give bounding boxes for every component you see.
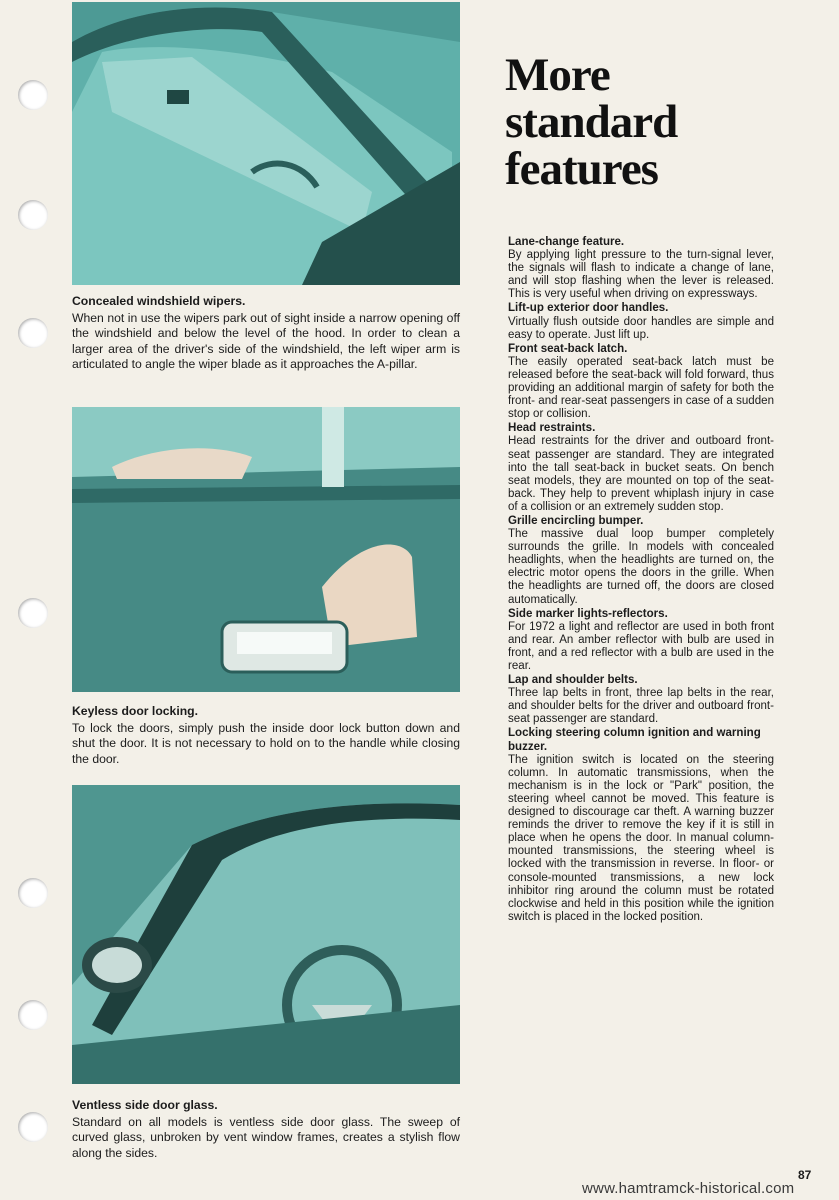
feature-body: Three lap belts in front, three lap belts in the rear, and shoulder belts for the driver and outboard front-seat passenger are standard.: [508, 687, 774, 726]
watermark: www.hamtramck-historical.com: [582, 1180, 795, 1197]
photo-windshield-wipers: [72, 2, 460, 285]
binder-hole: [18, 80, 48, 110]
caption-body: When not in use the wipers park out of sight inside a narrow opening off the windshield and below the level of the hood. In order to clean a larger area of the driver's side of the windshield, the left wiper arm is articulated to angle the wiper blade as it approaches the A-pillar.: [72, 310, 460, 372]
binder-hole: [18, 318, 48, 348]
caption-heading: Ventless side door glass.: [72, 1098, 218, 1112]
feature-item: [508, 302, 774, 341]
feature-heading: Lane-change feature.: [508, 236, 625, 248]
feature-heading: Side marker lights-reflectors.: [508, 607, 668, 620]
feature-item: [508, 674, 774, 726]
photo-ventless-glass: [72, 785, 460, 1084]
feature-item: [508, 422, 774, 514]
feature-body: Virtually flush outside door handles are simple and easy to operate. Just lift up.: [508, 315, 774, 341]
caption-ventless-glass: [72, 1098, 460, 1161]
feature-heading: Lap and shoulder belts.: [508, 674, 638, 687]
feature-heading: Locking steering column ignition and warning buzzer.: [508, 727, 761, 753]
feature-heading: Grille encircling bumper.: [508, 514, 644, 527]
feature-body: The ignition switch is located on the steering column. In automatic transmissions, when the mechanism is in the lock or "Park" position, the steering wheel cannot be moved. This feature is designed to discourage car theft. A warning buzzer reminds the driver to remove the key if it is still in place when he opens the door. In manual column-mounted transmissions, the steering wheel is locked with the transmission in reverse. In floor- or console-mounted transmissions, a new lock inhibitor ring around the column must be rotated clockwise and held in this position while the ignition switch is placed in the locked position.: [508, 753, 774, 923]
title-line: More: [505, 49, 610, 101]
feature-heading: Front seat-back latch.: [508, 342, 628, 355]
feature-item: [508, 343, 774, 422]
feature-item: [508, 515, 774, 607]
page-title: [505, 49, 805, 195]
feature-body: The massive dual loop bumper completely surrounds the grille. In models with concealed headlights, when the headlights are turned on, the electric motor opens the doors in the grille. When the headlights are turned off, the doors are closed automatically.: [508, 528, 774, 606]
caption-heading: Keyless door locking.: [72, 704, 198, 718]
title-line: standard: [505, 96, 678, 148]
photo-keyless-door: [72, 407, 460, 692]
feature-heading: Lift-up exterior door handles.: [508, 302, 669, 315]
caption-body: Standard on all models is ventless side door glass. The sweep of curved glass, unbroken by vent window frames, creates a stylish flow along the sides.: [72, 1114, 460, 1160]
caption-windshield-wipers: [72, 294, 460, 373]
binder-hole: [18, 1000, 48, 1030]
feature-body: By applying light pressure to the turn-signal lever, the signals will flash to indicate a change of lane, and will stop flashing when the lever is released. This is very useful when driving on expressways.: [508, 249, 774, 301]
caption-keyless-door: [72, 704, 460, 767]
page-number: 87: [798, 1168, 812, 1182]
binder-hole: [18, 1112, 48, 1142]
feature-body: For 1972 a light and reflector are used in both front and rear. An amber reflector with bulb are used in front, and a red reflector with a bulb are used in the rear.: [508, 620, 774, 672]
feature-item: [508, 236, 774, 301]
caption-body: To lock the doors, simply push the inside door lock button down and shut the door. It is not necessary to hold on to the handle while closing the door.: [72, 720, 460, 766]
feature-body: The easily operated seat-back latch must be released before the seat-back will fold forward, thus providing an additional margin of safety for both the front- and rear-seat passengers in case of a sudden stop or collision.: [508, 355, 774, 421]
feature-item: [508, 608, 774, 673]
feature-item: [508, 727, 774, 923]
feature-heading: Head restraints.: [508, 422, 596, 435]
binder-hole: [18, 200, 48, 230]
features-list: [508, 236, 774, 925]
feature-body: Head restraints for the driver and outboard front-seat passenger are standard. They are integrated into the tall seat-back in bucket seats. On bench seat models, they are mounted on top of the seat-back. They help to prevent whiplash injury in case of a collision or an extremely sudden stop.: [508, 435, 774, 513]
binder-hole: [18, 878, 48, 908]
caption-heading: Concealed windshield wipers.: [72, 294, 246, 308]
title-line: features: [505, 143, 658, 195]
binder-hole: [18, 598, 48, 628]
